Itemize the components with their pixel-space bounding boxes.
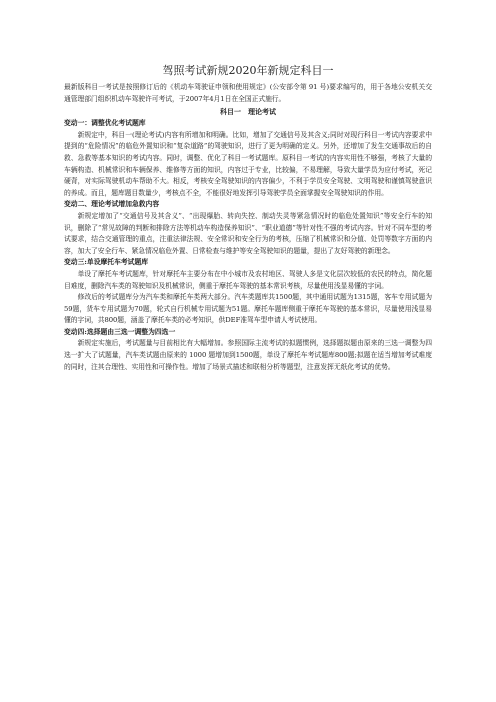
heading-change-2: 变动二、理论考试增加急救内容 — [64, 200, 160, 209]
paragraph-change-4: 新规定实施后，考试题量与目前相比有大幅增加。参照国际主流考试的拟题惯例，选择题拟题由原来的三选一调整为四选一扩大了试题量，汽车类试题由原来的 1000 题增加到1500题，单设了摩托车考试题库800题;拟题在适当增加考试难度的同时，注其合理性、实用性和可操作性。增加了场景式描述和联相分析等题型，注意发挥无纸化考试的优势。 — [64, 339, 432, 371]
paragraph-change-2: 新规定增加了“交通信号及其含义”、“出现爆胎、转向失控、制动失灵等紧急情况时的临危处置知识”等安全行车的知识，删除了“常见故障的判断和排除方法等机动车构造保养知识”、“职业道德”等针对性不强的考试内容。针对不同车型的考试要求，结合交通管理的重点，注重法律法规、安全常识和安全行为的考核，压缩了机械常识和分值、处罚等数字方面的内容，加大了安全行车、紧急情况临危外置、日常检查与维护等安全驾驶知识的题量，提出了友好驾驶的新理念。 — [64, 211, 432, 255]
heading-change-1: 变动一：调整优化考试题库 — [64, 119, 146, 128]
heading-change-4: 变动四:选择题由三选一调整为四选一 — [64, 327, 176, 336]
paragraph-change-1: 新规定中，科目一(理论考试)内容有所增加和明确。比如，增加了交通信号及其含义;同时对现行科目一考试内容要求中提到的“危险情况”的临危外置知识和“复杂道路”的驾驶知识，进行了更为明确的定义。另外，还增加了发生交通事故后的自救、急救等基本知识的考试内容。同时，调整、优化了科目一考试题库。原科目一考试的内容实用性不够强，考核了大量的车辆构造、机械常识和车辆保养、维修等方面的知识，内容过于专业，比较偏，不易理解，导致大量学员为应付考试，死记硬背，对实际驾驶机动车帮助不大。相反，考核安全驾驶知识的内容偏少，不利于学员安全驾驶、文明驾驶和谨慎驾驶意识的养成。而且，题库题目数量少，考核点不全，不能很好地发挥引导驾驶学员全面掌握安全驾驶知识的作用。 — [64, 130, 432, 197]
paragraph-change-3b: 修改后的考试题库分为汽车类和摩托车类两大部分。汽车类题库共1500题，其中通用试题为1315题，客车专用试题为59题，货车专用试题为70题，轮式自行机械专用试题为51题。摩托车题库侧重于摩托车驾驶的基本常识，尽量使用浅显易懂的字词，共800题，涵盖了摩托车类的必考知识，供DEF准驾车型申请人考试使用。 — [64, 293, 432, 325]
paragraph-change-3a: 单设了摩托车考试题库，针对摩托车主要分布在中小城市及农村地区、驾驶人多是文化层次较低的农民的特点，简化题目难度，删除汽车类的驾驶知识及机械常识，侧重于摩托车驾驶的基本常识考核，尽量使用浅显易懂的字词。 — [64, 269, 432, 290]
document-title: 驾照考试新规2020年新规定科目一 — [162, 64, 334, 77]
section-title: 科目一 理论考试 — [220, 107, 276, 117]
intro-paragraph: 最新版科目一考试是按照修订后的《机动车驾驶证申领和使用规定》(公安部令第 91 号)要求编写的，用于各地公安机关交通管理部门组织机动车驾驶许可考试，于2007年4月1日在全国正式施行。 — [64, 83, 432, 103]
document-page — [64, 64, 432, 373]
heading-change-3: 变动三:单设摩托车考试题库 — [64, 258, 149, 267]
